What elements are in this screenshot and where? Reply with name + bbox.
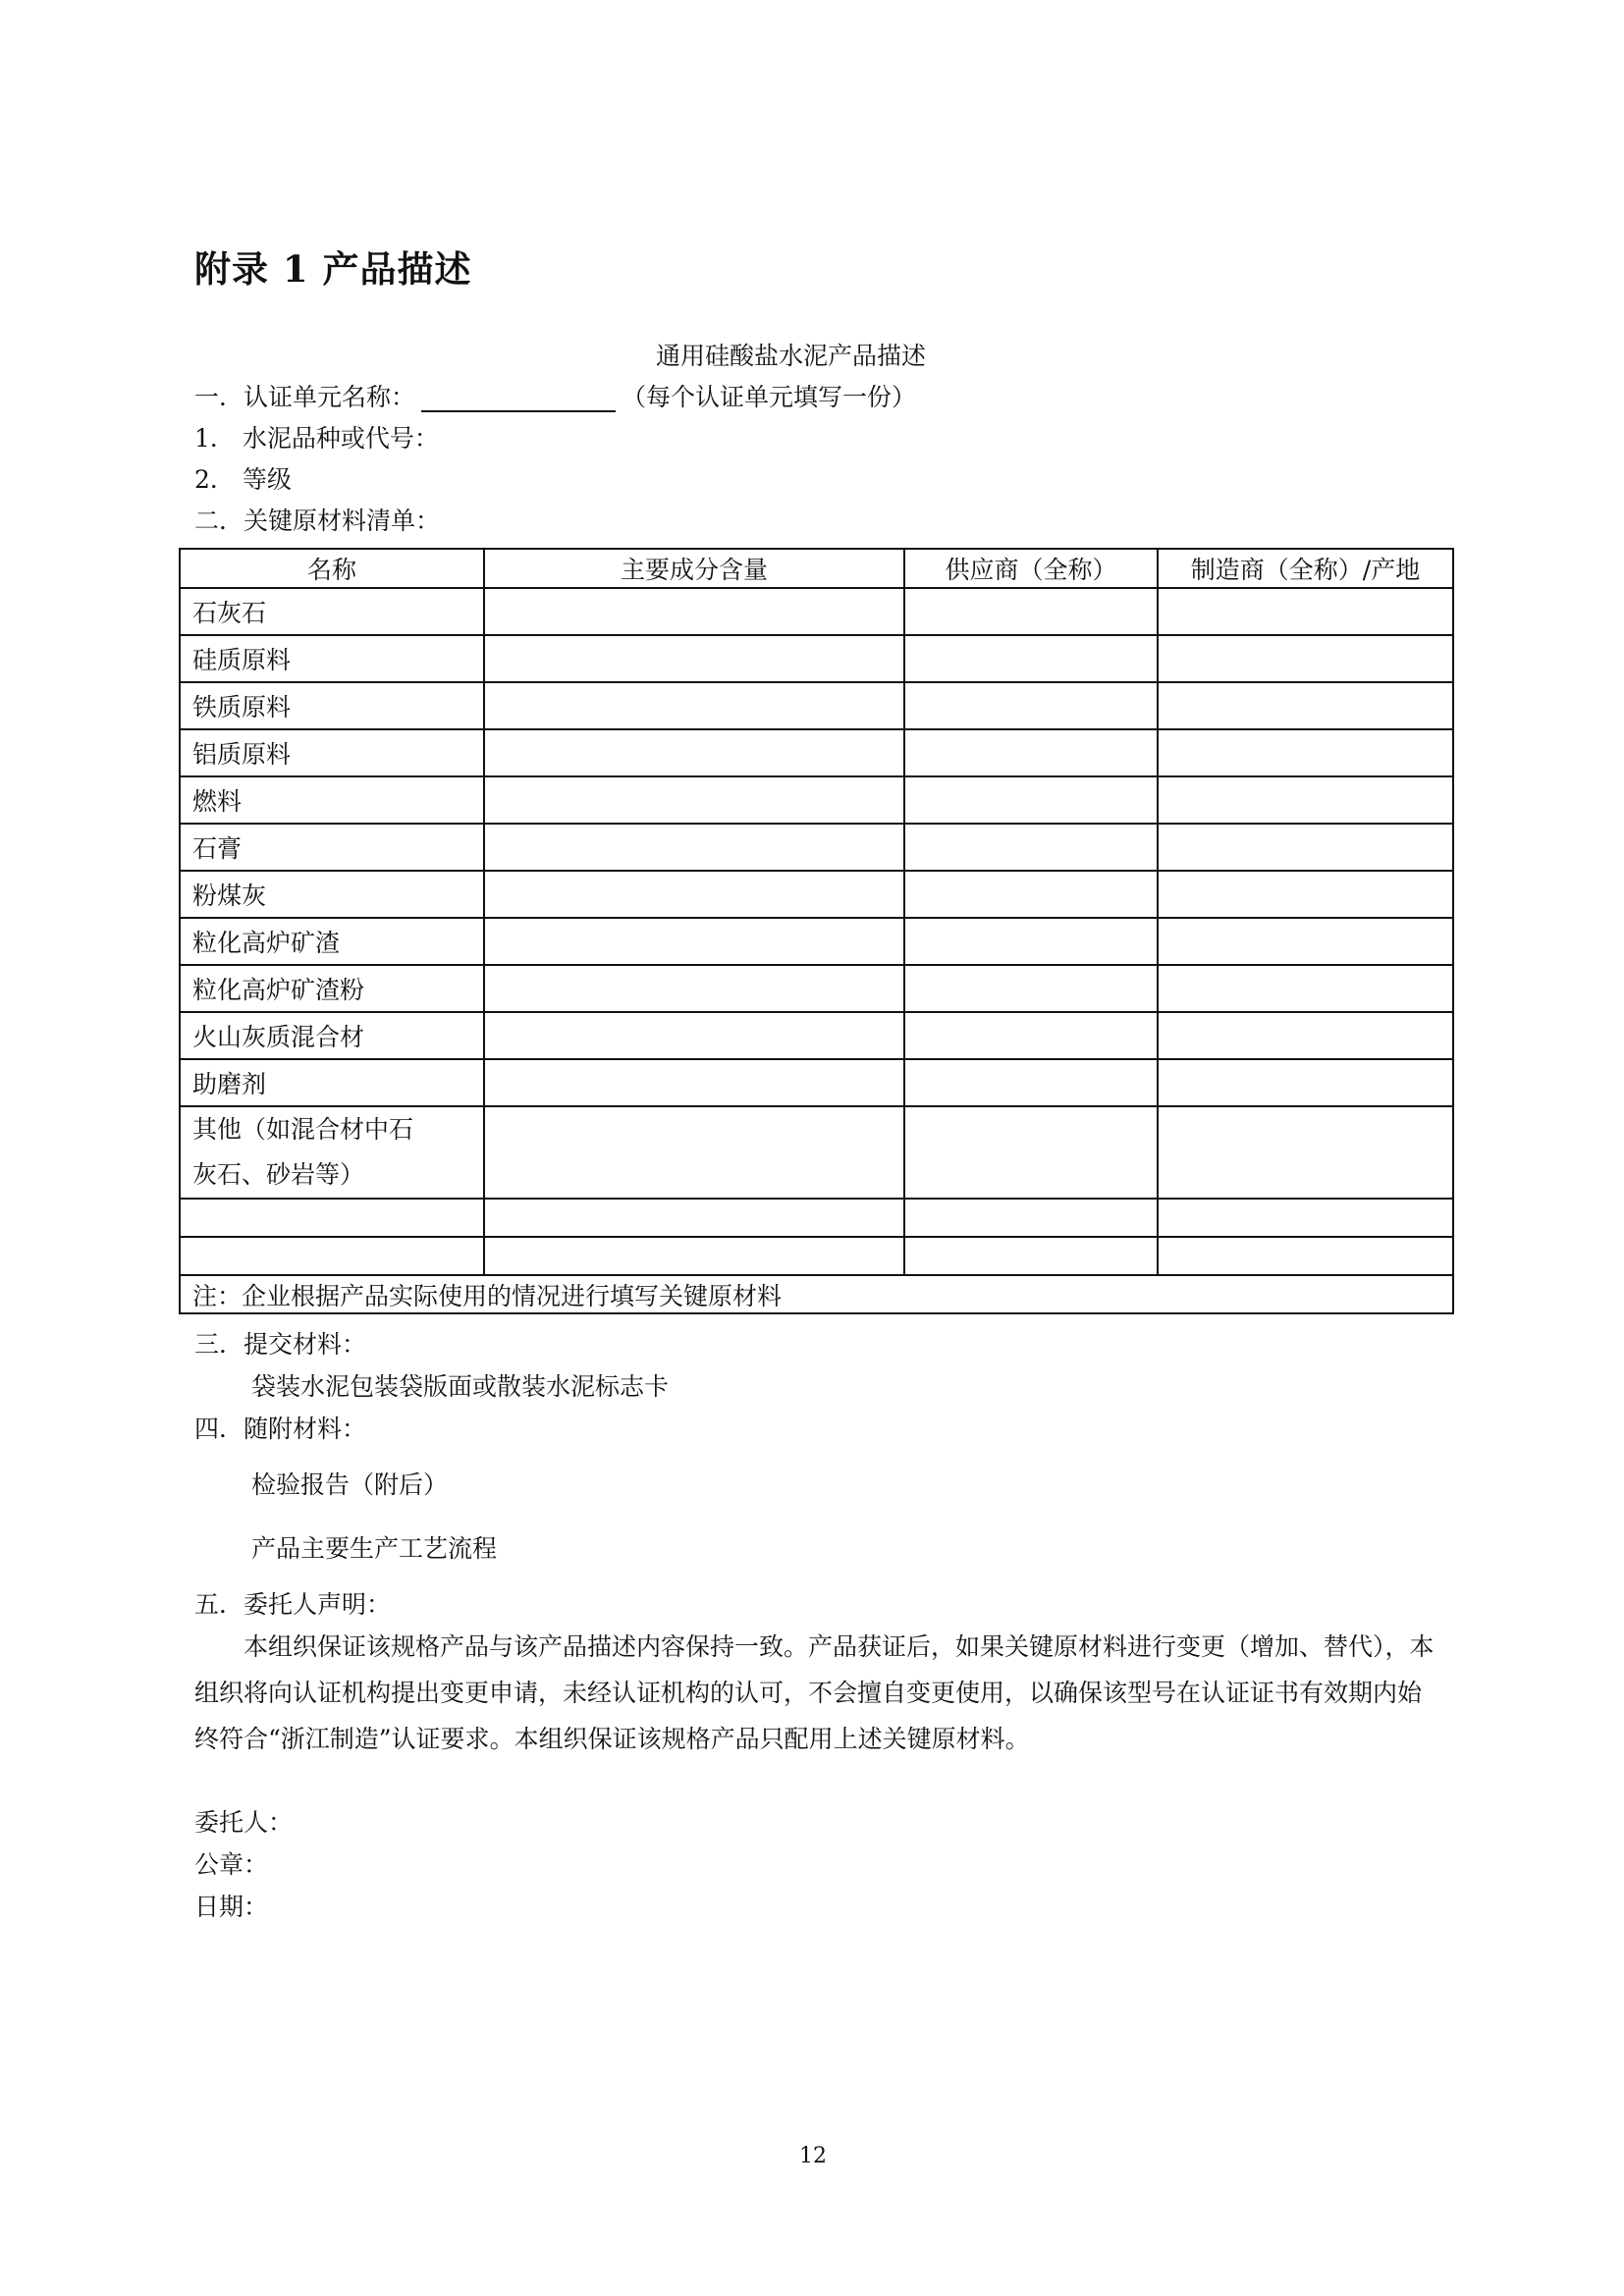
cement-variety-label: 1． 水泥品种或代号： [194, 424, 439, 453]
table-row-empty [180, 1237, 1453, 1275]
manufacturer-cell[interactable] [1158, 776, 1453, 824]
content-cell[interactable] [484, 1106, 904, 1199]
supplier-cell[interactable] [904, 635, 1158, 682]
material-name: 石灰石 [180, 588, 484, 635]
table-row [180, 776, 1453, 824]
material-name: 粒化高炉矿渣粉 [180, 965, 484, 1012]
key-materials-table [179, 548, 1454, 1314]
appendix-heading: 附录 1 产品描述 [194, 247, 472, 291]
date-label: 日期： [194, 1893, 269, 1921]
manufacturer-cell[interactable] [1158, 682, 1453, 729]
declaration-statement: 本组织保证该规格产品与该产品描述内容保持一致。产品获证后，如果关键原材料进行变更（增加、替代），本组织将向认证机构提出变更申请，未经认证机构的认可，不会擅自变更使用，以确保该型号在认证证书有效期内始终符合“浙江制造”认证要求。本组织保证该规格产品只配用上述关键原材料。 [194, 1632, 1435, 1753]
table-row [180, 918, 1453, 965]
material-name: 助磨剂 [180, 1059, 484, 1106]
manufacturer-cell[interactable] [1158, 1012, 1453, 1059]
table-row [180, 682, 1453, 729]
table-row-other [180, 1106, 1453, 1199]
supplier-cell[interactable] [904, 871, 1158, 918]
declaration-label: 五．委托人声明： [194, 1590, 392, 1619]
manufacturer-cell[interactable] [1158, 1106, 1453, 1199]
material-name: 粒化高炉矿渣 [180, 918, 484, 965]
material-name: 铁质原料 [180, 682, 484, 729]
table-row [180, 588, 1453, 635]
table-row [180, 824, 1453, 871]
seal-label: 公章： [194, 1850, 269, 1879]
attached-item-process: 产品主要生产工艺流程 [251, 1534, 498, 1563]
table-note: 注：企业根据产品实际使用的情况进行填写关键原材料 [180, 1275, 1453, 1313]
supplier-cell[interactable] [904, 1106, 1158, 1199]
name-cell[interactable] [180, 1199, 484, 1237]
content-cell[interactable] [484, 729, 904, 776]
header-manufacturer: 制造商（全称）/产地 [1158, 549, 1453, 588]
table-row [180, 635, 1453, 682]
content-cell[interactable] [484, 1237, 904, 1275]
material-name-other [180, 1106, 484, 1199]
table-row [180, 729, 1453, 776]
table-row [180, 965, 1453, 1012]
table-row-empty [180, 1199, 1453, 1237]
manufacturer-cell[interactable] [1158, 729, 1453, 776]
cert-unit-line [194, 383, 916, 412]
materials-list-label: 二．关键原材料清单： [194, 507, 441, 535]
manufacturer-cell[interactable] [1158, 588, 1453, 635]
cert-unit-note: （每个认证单元填写一份） [622, 383, 917, 411]
other-line-1: 其他（如混合材中石 [192, 1115, 414, 1144]
cert-unit-label: 一．认证单元名称： [194, 383, 416, 411]
material-name: 石膏 [180, 824, 484, 871]
table-header-row [180, 549, 1453, 588]
supplier-cell[interactable] [904, 824, 1158, 871]
content-cell[interactable] [484, 965, 904, 1012]
supplier-cell[interactable] [904, 682, 1158, 729]
header-main-content: 主要成分含量 [484, 549, 904, 588]
supplier-cell[interactable] [904, 1059, 1158, 1106]
content-cell[interactable] [484, 871, 904, 918]
table-row [180, 1012, 1453, 1059]
manufacturer-cell[interactable] [1158, 635, 1453, 682]
manufacturer-cell[interactable] [1158, 1237, 1453, 1275]
material-name: 硅质原料 [180, 635, 484, 682]
header-name: 名称 [180, 549, 484, 588]
supplier-cell[interactable] [904, 965, 1158, 1012]
manufacturer-cell[interactable] [1158, 871, 1453, 918]
submit-materials-item: 袋装水泥包装袋版面或散装水泥标志卡 [251, 1372, 670, 1401]
manufacturer-cell[interactable] [1158, 918, 1453, 965]
supplier-cell[interactable] [904, 776, 1158, 824]
manufacturer-cell[interactable] [1158, 1059, 1453, 1106]
supplier-cell[interactable] [904, 1237, 1158, 1275]
other-line-2: 灰石、砂岩等） [192, 1160, 365, 1189]
attached-item-report: 检验报告（附后） [251, 1470, 449, 1499]
table-row [180, 871, 1453, 918]
content-cell[interactable] [484, 1059, 904, 1106]
page-number: 12 [799, 2144, 827, 2168]
attached-materials-label: 四．随附材料： [194, 1415, 367, 1443]
material-name: 铝质原料 [180, 729, 484, 776]
client-label: 委托人： [194, 1808, 294, 1837]
supplier-cell[interactable] [904, 729, 1158, 776]
header-supplier: 供应商（全称） [904, 549, 1158, 588]
material-name: 粉煤灰 [180, 871, 484, 918]
supplier-cell[interactable] [904, 918, 1158, 965]
manufacturer-cell[interactable] [1158, 1199, 1453, 1237]
form-subtitle: 通用硅酸盐水泥产品描述 [656, 342, 927, 370]
material-name: 火山灰质混合材 [180, 1012, 484, 1059]
manufacturer-cell[interactable] [1158, 824, 1453, 871]
supplier-cell[interactable] [904, 1012, 1158, 1059]
content-cell[interactable] [484, 776, 904, 824]
content-cell[interactable] [484, 1012, 904, 1059]
content-cell[interactable] [484, 1199, 904, 1237]
content-cell[interactable] [484, 635, 904, 682]
cert-unit-blank-field[interactable] [421, 387, 616, 412]
supplier-cell[interactable] [904, 588, 1158, 635]
content-cell[interactable] [484, 918, 904, 965]
content-cell[interactable] [484, 588, 904, 635]
manufacturer-cell[interactable] [1158, 965, 1453, 1012]
table-row [180, 1059, 1453, 1106]
supplier-cell[interactable] [904, 1199, 1158, 1237]
material-name: 燃料 [180, 776, 484, 824]
name-cell[interactable] [180, 1237, 484, 1275]
submit-materials-label: 三．提交材料： [194, 1330, 367, 1359]
content-cell[interactable] [484, 824, 904, 871]
table-note-row [180, 1275, 1453, 1313]
content-cell[interactable] [484, 682, 904, 729]
grade-label: 2． 等级 [194, 465, 292, 494]
